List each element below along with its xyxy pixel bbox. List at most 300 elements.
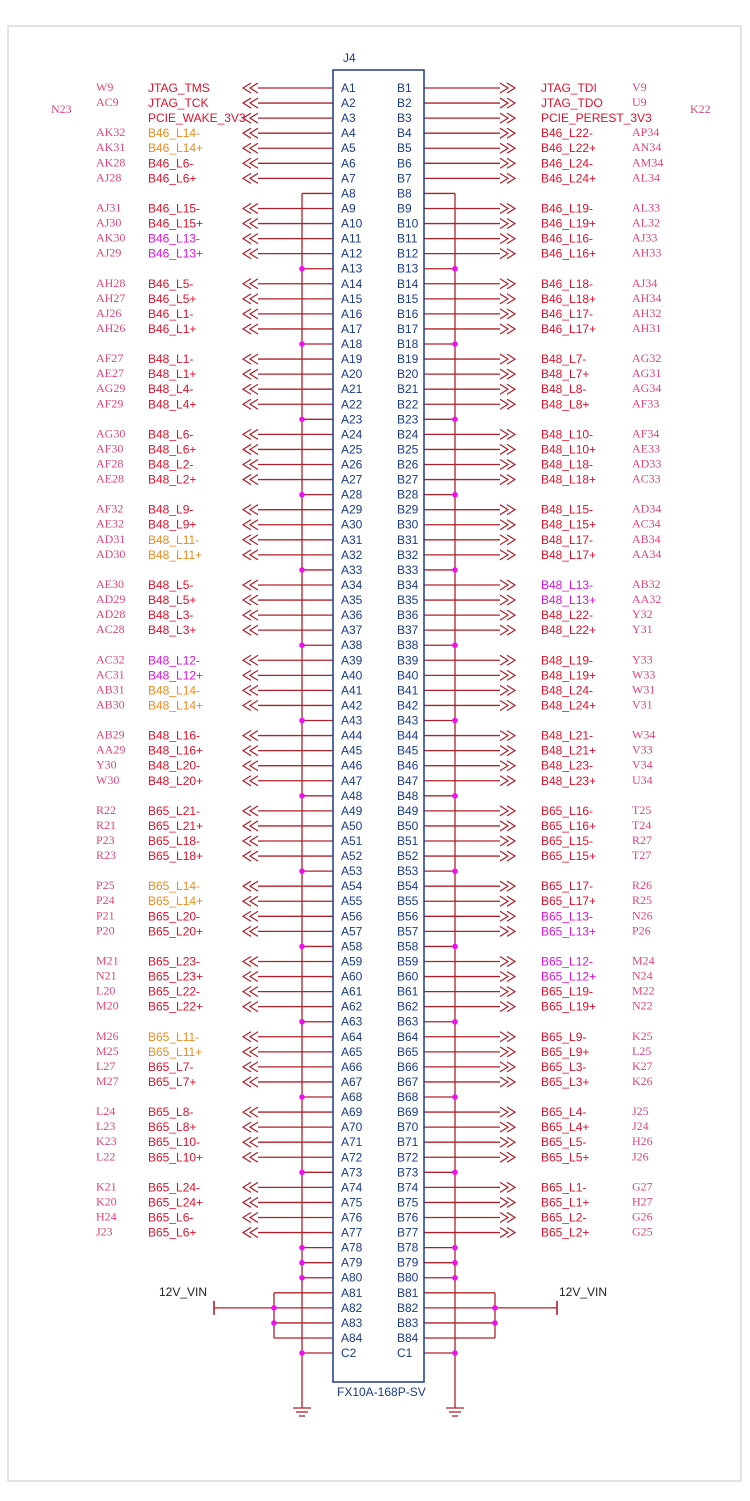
fpga-ball-right: AF33 bbox=[632, 396, 660, 411]
fpga-ball-left: AG30 bbox=[96, 426, 126, 441]
pin-label-a: A9 bbox=[341, 201, 356, 216]
fpga-ball-right: AM34 bbox=[632, 155, 664, 170]
offpage-connector bbox=[243, 896, 258, 906]
junction-dot bbox=[452, 1260, 458, 1266]
net-label-left: B46_L15- bbox=[148, 201, 201, 216]
net-label-left: B65_L7- bbox=[148, 1059, 194, 1074]
pin-label-b: B27 bbox=[397, 472, 419, 487]
offpage-connector bbox=[500, 384, 515, 394]
net-label-left: B48_L16- bbox=[148, 728, 201, 743]
pin-label-a: A17 bbox=[341, 321, 363, 336]
net-label-right: B65_L17- bbox=[541, 879, 594, 894]
offpage-connector bbox=[243, 1213, 258, 1223]
offpage-connector bbox=[243, 1032, 258, 1042]
net-label-right: B48_L13+ bbox=[541, 593, 597, 608]
net-label-left: B65_L6+ bbox=[148, 1225, 197, 1240]
pin-label-b: B12 bbox=[397, 246, 419, 261]
pin-label-b: B61 bbox=[397, 984, 419, 999]
offpage-connector bbox=[243, 1107, 258, 1117]
pin-label-a: A30 bbox=[341, 517, 363, 532]
net-label-left: B48_L4- bbox=[148, 382, 194, 397]
net-label-left: B48_L14+ bbox=[148, 698, 204, 713]
fpga-ball-right: G27 bbox=[632, 1179, 653, 1194]
offpage-connector bbox=[500, 911, 515, 921]
offpage-connector bbox=[500, 98, 515, 108]
pin-label-b: B58 bbox=[397, 939, 419, 954]
fpga-ball-right: W34 bbox=[632, 727, 656, 742]
fpga-ball-right: K27 bbox=[632, 1058, 653, 1073]
fpga-ball-right: J24 bbox=[632, 1119, 649, 1134]
fpga-ball-left: AJ31 bbox=[96, 200, 122, 215]
pin-label-b: B53 bbox=[397, 864, 419, 879]
pin-label-a: A2 bbox=[341, 96, 356, 111]
offpage-connector bbox=[243, 173, 258, 183]
fpga-ball-right: AH34 bbox=[632, 290, 662, 305]
net-label-right: B65_L5+ bbox=[541, 1150, 590, 1165]
pin-label-b: B51 bbox=[397, 834, 419, 848]
offpage-connector bbox=[243, 1047, 258, 1057]
net-label-left: B48_L2- bbox=[148, 457, 194, 472]
pin-label-a: A48 bbox=[341, 788, 363, 803]
offpage-connector bbox=[243, 460, 258, 470]
fpga-ball-left: AK31 bbox=[96, 140, 126, 155]
net-label-right: B46_L19+ bbox=[541, 216, 597, 231]
pin-label-b: B79 bbox=[397, 1255, 419, 1270]
offpage-connector bbox=[500, 1062, 515, 1072]
fpga-ball-left: AF30 bbox=[96, 441, 124, 456]
fpga-ball-left: AB30 bbox=[96, 697, 125, 712]
net-label-left: B46_L14- bbox=[148, 126, 201, 141]
offpage-connector bbox=[500, 1152, 515, 1162]
fpga-ball-right: AA32 bbox=[632, 592, 662, 607]
pin-label-b: B4 bbox=[397, 126, 412, 141]
net-label-right: B65_L17+ bbox=[541, 894, 597, 909]
pin-label-b: B13 bbox=[397, 261, 419, 276]
fpga-ball-right: AH31 bbox=[632, 320, 662, 335]
pin-label-a: A32 bbox=[341, 547, 363, 562]
net-label-left: B65_L18- bbox=[148, 834, 201, 848]
fpga-ball-left: M26 bbox=[96, 1028, 119, 1043]
net-label-right: B46_L19- bbox=[541, 201, 594, 216]
pin-label-b: B5 bbox=[397, 141, 412, 156]
net-label-right: B48_L15+ bbox=[541, 517, 597, 532]
pin-label-b: B28 bbox=[397, 487, 419, 502]
net-label-right: B48_L18- bbox=[541, 457, 594, 472]
offpage-connector bbox=[243, 987, 258, 997]
net-label-right: B65_L12- bbox=[541, 954, 594, 969]
pin-label-a: A4 bbox=[341, 126, 356, 141]
net-label-right: B65_L3- bbox=[541, 1059, 587, 1074]
offpage-connector bbox=[243, 625, 258, 635]
net-label-left: B65_L10+ bbox=[148, 1150, 204, 1165]
pin-label-b: B11 bbox=[397, 231, 418, 246]
pin-label-a: A75 bbox=[341, 1195, 363, 1210]
offpage-connector bbox=[243, 1197, 258, 1207]
pin-label-b: B82 bbox=[397, 1300, 419, 1315]
fpga-ball-left: M20 bbox=[96, 998, 119, 1013]
net-label-right: B48_L7+ bbox=[541, 367, 590, 382]
pin-label-b: B45 bbox=[397, 743, 419, 758]
junction-dot bbox=[299, 718, 305, 724]
pin-label-b: B52 bbox=[397, 849, 419, 864]
fpga-ball-left: K21 bbox=[96, 1179, 117, 1194]
fpga-ball-left: L27 bbox=[96, 1058, 116, 1073]
pin-label-b: B67 bbox=[397, 1074, 419, 1089]
net-label-right: B46_L17- bbox=[541, 306, 594, 321]
net-label-left: B46_L1- bbox=[148, 306, 194, 321]
junction-dot bbox=[299, 1245, 305, 1251]
net-label-left: B48_L14- bbox=[148, 683, 201, 698]
pin-label-b: B77 bbox=[397, 1225, 419, 1240]
net-label-right: B48_L15- bbox=[541, 502, 594, 517]
pin-label-a: A34 bbox=[341, 577, 363, 592]
net-label-left: B65_L7+ bbox=[148, 1074, 197, 1089]
offpage-connector bbox=[243, 1182, 258, 1192]
pin-label-b: B22 bbox=[397, 397, 419, 412]
pin-label-b: B23 bbox=[397, 412, 419, 427]
pin-label-a: A74 bbox=[341, 1180, 363, 1195]
fpga-ball-left: L24 bbox=[96, 1104, 116, 1119]
pin-label-a: A84 bbox=[341, 1330, 363, 1345]
junction-dot bbox=[299, 1094, 305, 1100]
junction-dot bbox=[452, 266, 458, 272]
fpga-ball-left: AH28 bbox=[96, 275, 126, 290]
pin-label-a: A65 bbox=[341, 1044, 363, 1059]
offpage-connector bbox=[243, 354, 258, 364]
net-label-right: B65_L4+ bbox=[541, 1120, 590, 1135]
fpga-ball-right: AB34 bbox=[632, 531, 661, 546]
offpage-connector bbox=[500, 520, 515, 530]
offpage-connector bbox=[243, 1062, 258, 1072]
junction-dot bbox=[299, 567, 305, 573]
net-label-right: B46_L17+ bbox=[541, 321, 597, 336]
offpage-connector bbox=[243, 670, 258, 680]
fpga-ball-right: N22 bbox=[632, 998, 653, 1013]
offpage-connector bbox=[243, 520, 258, 530]
net-label-right: B46_L22+ bbox=[541, 141, 597, 156]
offpage-connector bbox=[243, 158, 258, 168]
pin-label-b: B69 bbox=[397, 1105, 419, 1120]
pin-label-a: A79 bbox=[341, 1255, 363, 1270]
fpga-ball-right: K26 bbox=[632, 1073, 653, 1088]
fpga-ball-right: AD34 bbox=[632, 501, 662, 516]
offpage-connector bbox=[500, 881, 515, 891]
offpage-connector bbox=[243, 836, 258, 846]
fpga-ball-left: L20 bbox=[96, 983, 116, 998]
offpage-connector bbox=[243, 972, 258, 982]
net-label-right: B48_L24- bbox=[541, 683, 594, 698]
fpga-ball-left: AK32 bbox=[96, 125, 126, 140]
net-label-right: B48_L17- bbox=[541, 532, 594, 547]
net-label-right: B48_L19- bbox=[541, 653, 594, 668]
net-label-left: B46_L5+ bbox=[148, 291, 197, 306]
net-label-right: B48_L8- bbox=[541, 382, 587, 397]
offpage-connector bbox=[500, 113, 515, 123]
fpga-ball-left: AH26 bbox=[96, 320, 126, 335]
offpage-connector bbox=[243, 821, 258, 831]
fpga-ball-left: AJ28 bbox=[96, 170, 122, 185]
junction-dot bbox=[452, 868, 458, 874]
net-label-right: B65_L19+ bbox=[541, 999, 597, 1014]
pin-label-b: B43 bbox=[397, 713, 419, 728]
junction-dot bbox=[452, 1094, 458, 1100]
junction-dot bbox=[299, 868, 305, 874]
pin-label-a: A46 bbox=[341, 758, 363, 773]
pin-label-b: B74 bbox=[397, 1180, 419, 1195]
junction-dot bbox=[452, 1245, 458, 1251]
offpage-connector bbox=[500, 354, 515, 364]
pin-label-b: B70 bbox=[397, 1120, 419, 1135]
net-label-right: B46_L24+ bbox=[541, 171, 597, 186]
net-label-left: B48_L5+ bbox=[148, 593, 197, 608]
offpage-connector bbox=[243, 309, 258, 319]
pin-label-a: A82 bbox=[341, 1300, 363, 1315]
fpga-ball-left: AD28 bbox=[96, 607, 126, 622]
net-label-right: B65_L15+ bbox=[541, 849, 597, 864]
pin-label-b: B68 bbox=[397, 1090, 419, 1105]
net-label-right: B65_L2+ bbox=[541, 1225, 590, 1240]
pin-label-b: B47 bbox=[397, 773, 419, 788]
fpga-ball-right: J25 bbox=[632, 1104, 649, 1119]
offpage-connector bbox=[500, 1077, 515, 1087]
junction-dot bbox=[452, 944, 458, 950]
pin-label-a: A81 bbox=[341, 1285, 363, 1300]
fpga-ball-left: K20 bbox=[96, 1194, 117, 1209]
junction-dot bbox=[299, 1350, 305, 1356]
fpga-ball-left: AC32 bbox=[96, 652, 125, 667]
pin-label-a: A18 bbox=[341, 337, 363, 352]
fpga-ball-left: J23 bbox=[96, 1224, 113, 1239]
offpage-connector bbox=[243, 128, 258, 138]
offpage-connector bbox=[500, 1197, 515, 1207]
net-label-right: B48_L7- bbox=[541, 352, 587, 367]
offpage-connector bbox=[500, 1182, 515, 1192]
pin-label-a: A24 bbox=[341, 427, 363, 442]
net-label-right: B48_L21+ bbox=[541, 743, 597, 758]
pin-label-b: B62 bbox=[397, 999, 419, 1014]
net-label-left: B65_L8- bbox=[148, 1105, 194, 1120]
pin-label-c2: C2 bbox=[341, 1346, 357, 1360]
pin-label-a: A31 bbox=[341, 532, 363, 547]
net-label-left: B65_L23+ bbox=[148, 969, 204, 984]
net-label-left: B65_L20+ bbox=[148, 924, 204, 939]
offpage-connector bbox=[243, 249, 258, 259]
pin-label-b: B36 bbox=[397, 608, 419, 623]
offpage-connector bbox=[243, 610, 258, 620]
net-label-right: B48_L24+ bbox=[541, 698, 597, 713]
pin-label-a: A54 bbox=[341, 879, 363, 894]
net-label-right: B65_L9+ bbox=[541, 1044, 590, 1059]
pin-label-b: B83 bbox=[397, 1315, 419, 1330]
offpage-connector bbox=[500, 655, 515, 665]
net-label-right: B46_L22- bbox=[541, 126, 594, 141]
pin-label-b: B33 bbox=[397, 562, 419, 577]
pin-label-a: A45 bbox=[341, 743, 363, 758]
fpga-ball-right: AH32 bbox=[632, 305, 662, 320]
pin-label-b: B35 bbox=[397, 593, 419, 608]
fpga-ball-right: Y32 bbox=[632, 607, 653, 622]
pin-label-a: A22 bbox=[341, 397, 363, 412]
pin-label-a: A67 bbox=[341, 1074, 363, 1089]
offpage-connector bbox=[500, 731, 515, 741]
fpga-ball-left: N21 bbox=[96, 968, 117, 983]
pin-label-a: A42 bbox=[341, 698, 363, 713]
pin-label-b: B76 bbox=[397, 1210, 419, 1225]
offpage-connector bbox=[243, 83, 258, 93]
offpage-connector bbox=[243, 324, 258, 334]
fpga-ball-right: AL33 bbox=[632, 200, 660, 215]
net-label-left: B65_L11+ bbox=[148, 1044, 203, 1059]
net-label-left: B46_L6+ bbox=[148, 171, 197, 186]
pin-label-b: B7 bbox=[397, 171, 412, 186]
net-label-right: B46_L24- bbox=[541, 156, 594, 171]
junction-dot bbox=[299, 944, 305, 950]
net-label-left: B65_L10- bbox=[148, 1135, 201, 1150]
fpga-ball-left: AF28 bbox=[96, 456, 124, 471]
fpga-ball-right: U9 bbox=[632, 95, 647, 110]
power-junction bbox=[492, 1320, 498, 1326]
pin-label-b: B38 bbox=[397, 638, 419, 653]
pin-label-b: B44 bbox=[397, 728, 419, 743]
connector-part-number: FX10A-168P-SV bbox=[337, 1385, 426, 1399]
offpage-connector bbox=[500, 173, 515, 183]
pin-label-a: A7 bbox=[341, 171, 356, 186]
pin-label-a: A36 bbox=[341, 608, 363, 623]
offpage-connector bbox=[500, 203, 515, 213]
pin-label-a: A61 bbox=[341, 984, 363, 999]
net-label-right: B48_L10- bbox=[541, 427, 594, 442]
pin-label-b: B78 bbox=[397, 1240, 419, 1255]
fpga-ball-left: P23 bbox=[96, 833, 115, 847]
fpga-ball-left: P20 bbox=[96, 923, 115, 938]
fpga-ball-left: AD29 bbox=[96, 592, 126, 607]
fpga-ball-right: W33 bbox=[632, 667, 656, 682]
net-label-right: B65_L1+ bbox=[541, 1195, 590, 1210]
offpage-connector bbox=[243, 550, 258, 560]
pin-label-b: B75 bbox=[397, 1195, 419, 1210]
net-label-right: B65_L4- bbox=[541, 1105, 587, 1120]
net-label-left: B46_L13- bbox=[148, 231, 201, 246]
pin-label-a: A63 bbox=[341, 1014, 363, 1029]
fpga-ball-left: AF32 bbox=[96, 501, 124, 516]
fpga-ball-right: T27 bbox=[632, 848, 652, 863]
pin-label-b: B3 bbox=[397, 111, 412, 126]
fpga-ball-right: U34 bbox=[632, 772, 653, 787]
junction-dot bbox=[452, 1350, 458, 1356]
offpage-connector bbox=[243, 535, 258, 545]
pin-label-a: A49 bbox=[341, 803, 363, 818]
pin-label-b: B46 bbox=[397, 758, 419, 773]
left-extra-ball-label: N23 bbox=[51, 102, 72, 116]
left-power-label: 12V_VIN bbox=[159, 1285, 208, 1299]
fpga-ball-left: AH27 bbox=[96, 290, 126, 305]
pin-label-b: B66 bbox=[397, 1059, 419, 1074]
offpage-connector bbox=[500, 1213, 515, 1223]
offpage-connector bbox=[243, 1122, 258, 1132]
fpga-ball-left: AJ26 bbox=[96, 305, 122, 320]
net-label-left: B48_L20- bbox=[148, 758, 201, 773]
offpage-connector bbox=[243, 444, 258, 454]
fpga-ball-right: AF34 bbox=[632, 426, 660, 441]
offpage-connector bbox=[500, 806, 515, 816]
net-label-left: B65_L18+ bbox=[148, 849, 204, 864]
net-label-left: B48_L3+ bbox=[148, 623, 197, 638]
fpga-ball-left: M21 bbox=[96, 953, 119, 968]
offpage-connector bbox=[243, 475, 258, 485]
fpga-ball-left: AK28 bbox=[96, 155, 126, 170]
fpga-ball-right: AD33 bbox=[632, 456, 662, 471]
offpage-connector bbox=[243, 294, 258, 304]
net-label-right: B65_L9- bbox=[541, 1029, 587, 1044]
fpga-ball-left: AE32 bbox=[96, 516, 124, 531]
offpage-connector bbox=[500, 1047, 515, 1057]
junction-dot bbox=[299, 1170, 305, 1176]
pin-label-c1: C1 bbox=[397, 1346, 413, 1360]
net-label-left: B46_L6- bbox=[148, 156, 194, 171]
fpga-ball-left: M25 bbox=[96, 1043, 119, 1058]
pin-label-a: A14 bbox=[341, 276, 363, 291]
fpga-ball-right: M22 bbox=[632, 983, 655, 998]
net-label-right: B65_L13- bbox=[541, 909, 594, 924]
net-label-right: B65_L2- bbox=[541, 1210, 587, 1225]
fpga-ball-left: AA29 bbox=[96, 742, 126, 757]
offpage-connector bbox=[500, 294, 515, 304]
pin-label-a: A19 bbox=[341, 352, 363, 367]
offpage-connector bbox=[500, 128, 515, 138]
offpage-connector bbox=[243, 1077, 258, 1087]
offpage-connector bbox=[500, 670, 515, 680]
net-label-left: JTAG_TCK bbox=[148, 96, 209, 111]
net-label-left: B46_L5- bbox=[148, 276, 194, 291]
pin-label-b: B59 bbox=[397, 954, 419, 969]
fpga-ball-right: G25 bbox=[632, 1224, 653, 1239]
net-label-right: JTAG_TDI bbox=[541, 81, 597, 95]
net-label-right: B65_L15- bbox=[541, 834, 594, 848]
offpage-connector bbox=[500, 625, 515, 635]
net-label-left: B48_L3- bbox=[148, 608, 194, 623]
fpga-ball-left: AF27 bbox=[96, 351, 124, 366]
pin-label-b: B55 bbox=[397, 894, 419, 909]
fpga-ball-left: AC9 bbox=[96, 95, 119, 110]
net-label-right: B65_L12+ bbox=[541, 969, 597, 984]
pin-label-b: B71 bbox=[397, 1135, 419, 1150]
offpage-connector bbox=[500, 143, 515, 153]
pin-label-b: B42 bbox=[397, 698, 419, 713]
pin-label-b: B39 bbox=[397, 653, 419, 668]
pin-label-a: A66 bbox=[341, 1059, 363, 1074]
fpga-ball-right: AC34 bbox=[632, 516, 661, 531]
pin-label-a: A41 bbox=[341, 683, 363, 698]
offpage-connector bbox=[243, 761, 258, 771]
pin-label-a: A35 bbox=[341, 593, 363, 608]
pin-label-a: A1 bbox=[341, 81, 356, 95]
net-label-left: B46_L13+ bbox=[148, 246, 204, 261]
offpage-connector bbox=[500, 399, 515, 409]
pin-label-a: A43 bbox=[341, 713, 363, 728]
fpga-ball-right: AC33 bbox=[632, 471, 661, 486]
pin-label-a: A53 bbox=[341, 864, 363, 879]
offpage-connector bbox=[500, 1032, 515, 1042]
net-label-left: B48_L4+ bbox=[148, 397, 197, 412]
fpga-ball-right: R26 bbox=[632, 878, 653, 893]
net-label-left: B48_L11+ bbox=[148, 547, 203, 562]
junction-dot bbox=[452, 341, 458, 347]
connector-refdes: J4 bbox=[343, 51, 356, 65]
offpage-connector bbox=[500, 83, 515, 93]
pin-label-b: B65 bbox=[397, 1044, 419, 1059]
fpga-ball-left: AK30 bbox=[96, 230, 126, 245]
fpga-ball-right: N26 bbox=[632, 908, 653, 923]
